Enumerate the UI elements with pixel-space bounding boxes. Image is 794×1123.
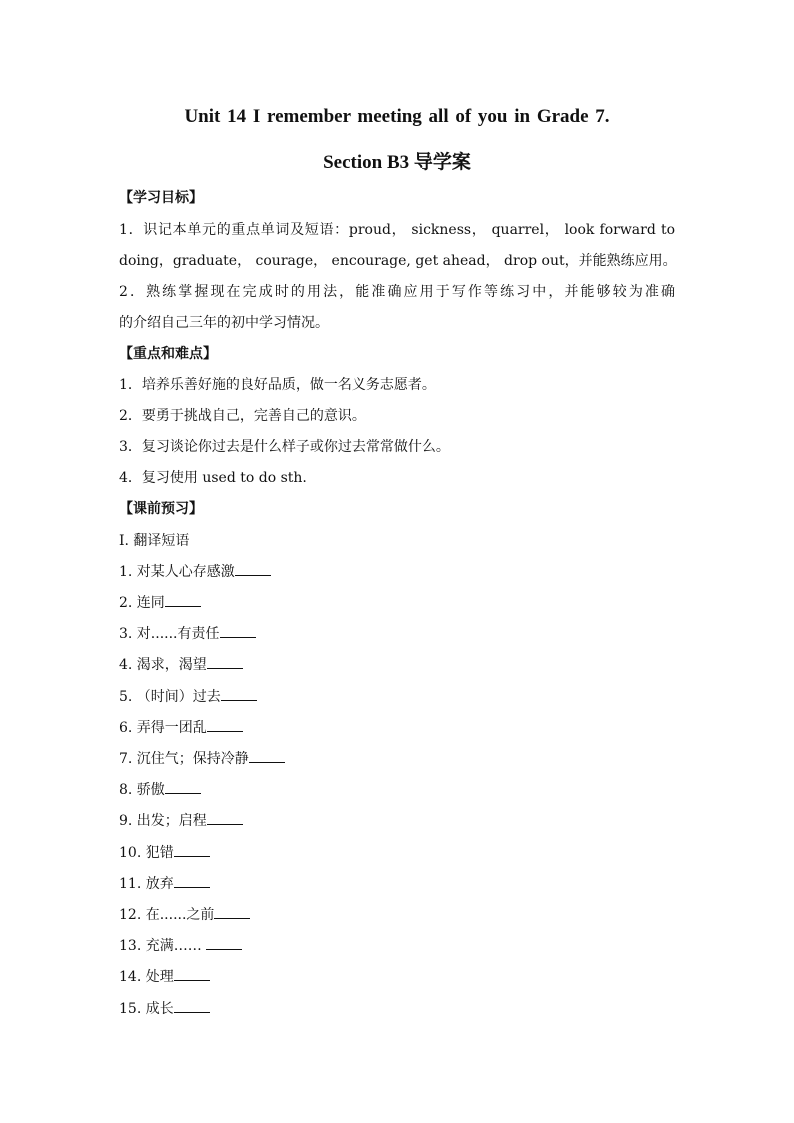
- objective-2-line-1: 2．熟练掌握现在完成时的用法，能准确应用于写作等练习中，并能够较为准确: [119, 284, 675, 300]
- answer-blank[interactable]: [207, 812, 243, 825]
- phrase-item: [119, 998, 210, 1018]
- phrase-item: [119, 686, 257, 706]
- key-point-3: 3．复习谈论你过去是什么样子或你过去常常做什么。: [119, 439, 450, 455]
- phrase-text: 11. 放弃: [119, 876, 174, 892]
- phrase-text: 15. 成长: [119, 1001, 174, 1017]
- phrase-item: [119, 810, 243, 830]
- phrase-item: [119, 748, 285, 768]
- phrase-item: [119, 779, 201, 799]
- answer-blank[interactable]: [221, 688, 257, 701]
- objectives-heading: 【学习目标】: [119, 190, 203, 206]
- answer-blank[interactable]: [249, 750, 285, 763]
- answer-blank[interactable]: [207, 656, 243, 669]
- phrase-text: 3. 对......有责任: [119, 626, 220, 642]
- answer-blank[interactable]: [206, 937, 242, 950]
- document-subtitle: Section B3 导学案: [323, 152, 471, 173]
- phrase-text: 10. 犯错: [119, 845, 174, 861]
- preview-heading: 【课前预习】: [119, 501, 203, 517]
- phrase-text: 9. 出发；启程: [119, 813, 207, 829]
- phrase-item: [119, 904, 250, 924]
- key-point-1: 1．培养乐善好施的良好品质，做一名义务志愿者。: [119, 377, 436, 393]
- answer-blank[interactable]: [174, 844, 210, 857]
- answer-blank[interactable]: [220, 625, 256, 638]
- phrase-text: 8. 骄傲: [119, 782, 165, 798]
- phrase-text: 5. （时间）过去: [119, 689, 221, 705]
- phrase-text: 13. 充满……: [119, 938, 207, 954]
- objective-1-line-1: 1．识记本单元的重点单词及短语：proud， sickness， quarrel， look forward to: [119, 222, 675, 238]
- answer-blank[interactable]: [165, 594, 201, 607]
- document-title: Unit 14 I remember meeting all of you in Grade 7.: [184, 106, 610, 127]
- answer-blank[interactable]: [214, 906, 250, 919]
- answer-blank[interactable]: [207, 719, 243, 732]
- answer-blank[interactable]: [174, 1000, 210, 1013]
- phrase-text: 4. 渴求，渴望: [119, 657, 207, 673]
- phrase-item: [119, 717, 243, 737]
- phrase-text: 14. 处理: [119, 969, 174, 985]
- answer-blank[interactable]: [165, 781, 201, 794]
- phrase-item: [119, 935, 242, 955]
- objective-1-line-2: doing，graduate， courage， encourage, get ahead， drop out，并能熟练应用。: [119, 253, 677, 269]
- answer-blank[interactable]: [174, 968, 210, 981]
- key-point-4: 4．复习使用 used to do sth.: [119, 470, 307, 486]
- answer-blank[interactable]: [174, 875, 210, 888]
- phrase-item: [119, 623, 256, 643]
- phrase-text: 2. 连同: [119, 595, 165, 611]
- phrase-item: [119, 561, 271, 581]
- phrase-text: 1. 对某人心存感激: [119, 564, 235, 580]
- answer-blank[interactable]: [235, 563, 271, 576]
- phrase-item: [119, 654, 243, 674]
- phrase-item: [119, 966, 210, 986]
- objective-2-line-2: 的介绍自己三年的初中学习情况。: [119, 315, 329, 331]
- phrase-item: [119, 842, 210, 862]
- preview-section-label: I. 翻译短语: [119, 533, 190, 549]
- phrase-text: 7. 沉住气；保持冷静: [119, 751, 249, 767]
- phrase-text: 6. 弄得一团乱: [119, 720, 207, 736]
- key-points-heading: 【重点和难点】: [119, 346, 217, 362]
- key-point-2: 2．要勇于挑战自己，完善自己的意识。: [119, 408, 366, 424]
- phrase-text: 12. 在......之前: [119, 907, 215, 923]
- phrase-item: [119, 592, 201, 612]
- phrase-item: [119, 873, 210, 893]
